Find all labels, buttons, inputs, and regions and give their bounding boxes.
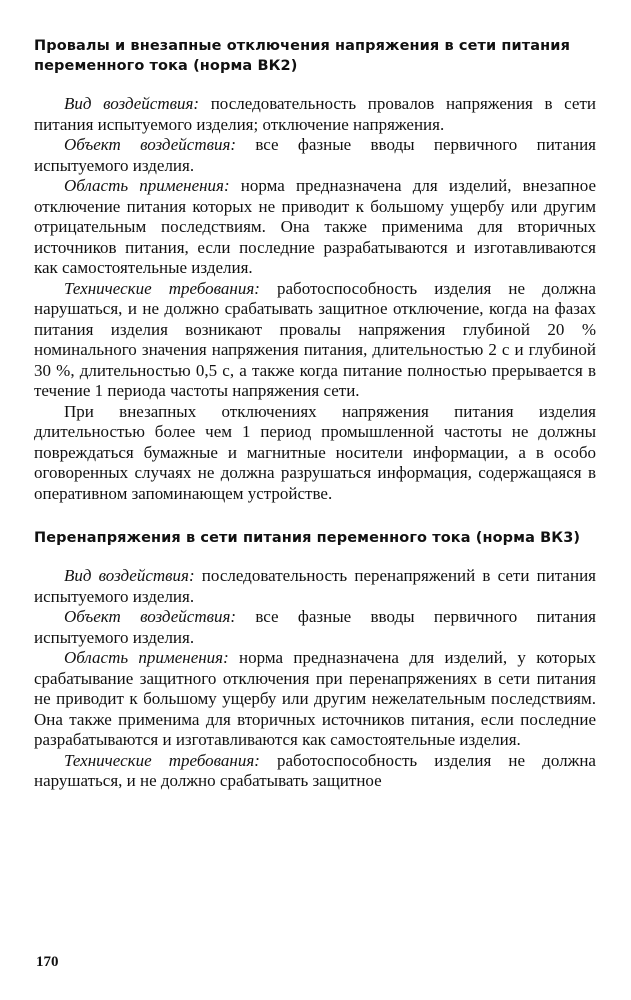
section-body [34,94,596,504]
section-heading: Перенапряжения в сети питания переменного тока (норма ВК3) [34,530,581,546]
paragraph-text: работоспособность изделия не должна нарушаться, и не должно срабатывать защитное отключение, когда на фазах питания изделия возникают провалы напряжения глубиной 20 % номинального значения напряжения питания, длительностью 2 с и глубиной 30 %, длительностью 0,5 с, а также когда питание полностью прерывается в течение 1 периода частоты напряжения сети. [34,278,596,400]
section-heading: Провалы и внезапные отключения напряжения в сети питания переменного тока (норма ВК2) [34,38,570,74]
paragraph-text: норма предназначена для изделий, внезапное отключение питания которых не приводит к большому ущербу или другим отрицательным последствиям. Она также применима для вторичных источников питания, если последние разрабатываются и изготавливаются как самостоятельные изделия. [34,176,596,277]
paragraph [34,751,596,792]
paragraph-lead: Вид воздействия: [64,566,195,585]
paragraph-lead: Область применения: [64,176,230,195]
paragraph [34,94,596,135]
paragraph-lead: Объект воздействия: [64,135,237,154]
paragraph [34,176,596,279]
paragraph-lead: Технические требования: [64,278,260,298]
paragraph [34,279,596,402]
paragraph-text: последовательность перенапряжений в сети питания испытуемого изделия. [34,566,596,606]
paragraph [34,135,596,176]
paragraph-lead: Объект воздействия: [64,607,237,626]
paragraph-text: последовательность провалов напряжения в сети питания испытуемого изделия; отключение напряжения. [34,94,596,134]
paragraph-lead: Вид воздействия: [64,94,200,113]
paragraph-lead: Область применения: [64,648,229,667]
paragraph-text: все фазные вводы первичного питания испытуемого изделия. [34,135,596,175]
section-vk3 [34,528,596,792]
section-body [34,566,596,792]
paragraph [34,648,596,751]
paragraph [34,566,596,607]
paragraph [34,607,596,648]
page-number: 170 [36,954,59,970]
section-vk2 [34,36,596,504]
paragraph-text: норма предназначена для изделий, у которых срабатывание защитного отключения при перенапряжениях в сети питания не приводит к большому ущербу или другим нежелательным последствиям. Она также применима для вторичных источников питания, если последние разрабатываются и изготавливаются как самостоятельные изделия. [34,648,596,749]
paragraph-text: При внезапных отключениях напряжения питания изделия длительностью более чем 1 период промышленной частоты не должны повреждаться бумажные и магнитные носители информации, а в особо оговоренных случаях не должна разрушаться информация, содержащаяся в оперативном запоминающем устройстве. [34,401,596,503]
paragraph [34,402,596,505]
paragraph-text: все фазные вводы первичного питания испытуемого изделия. [34,607,596,647]
paragraph-lead: Технические требования: [64,750,260,770]
document-page [34,30,596,990]
paragraph-text: работоспособность изделия не должна нарушаться, и не должно срабатывать защитное [34,750,596,790]
